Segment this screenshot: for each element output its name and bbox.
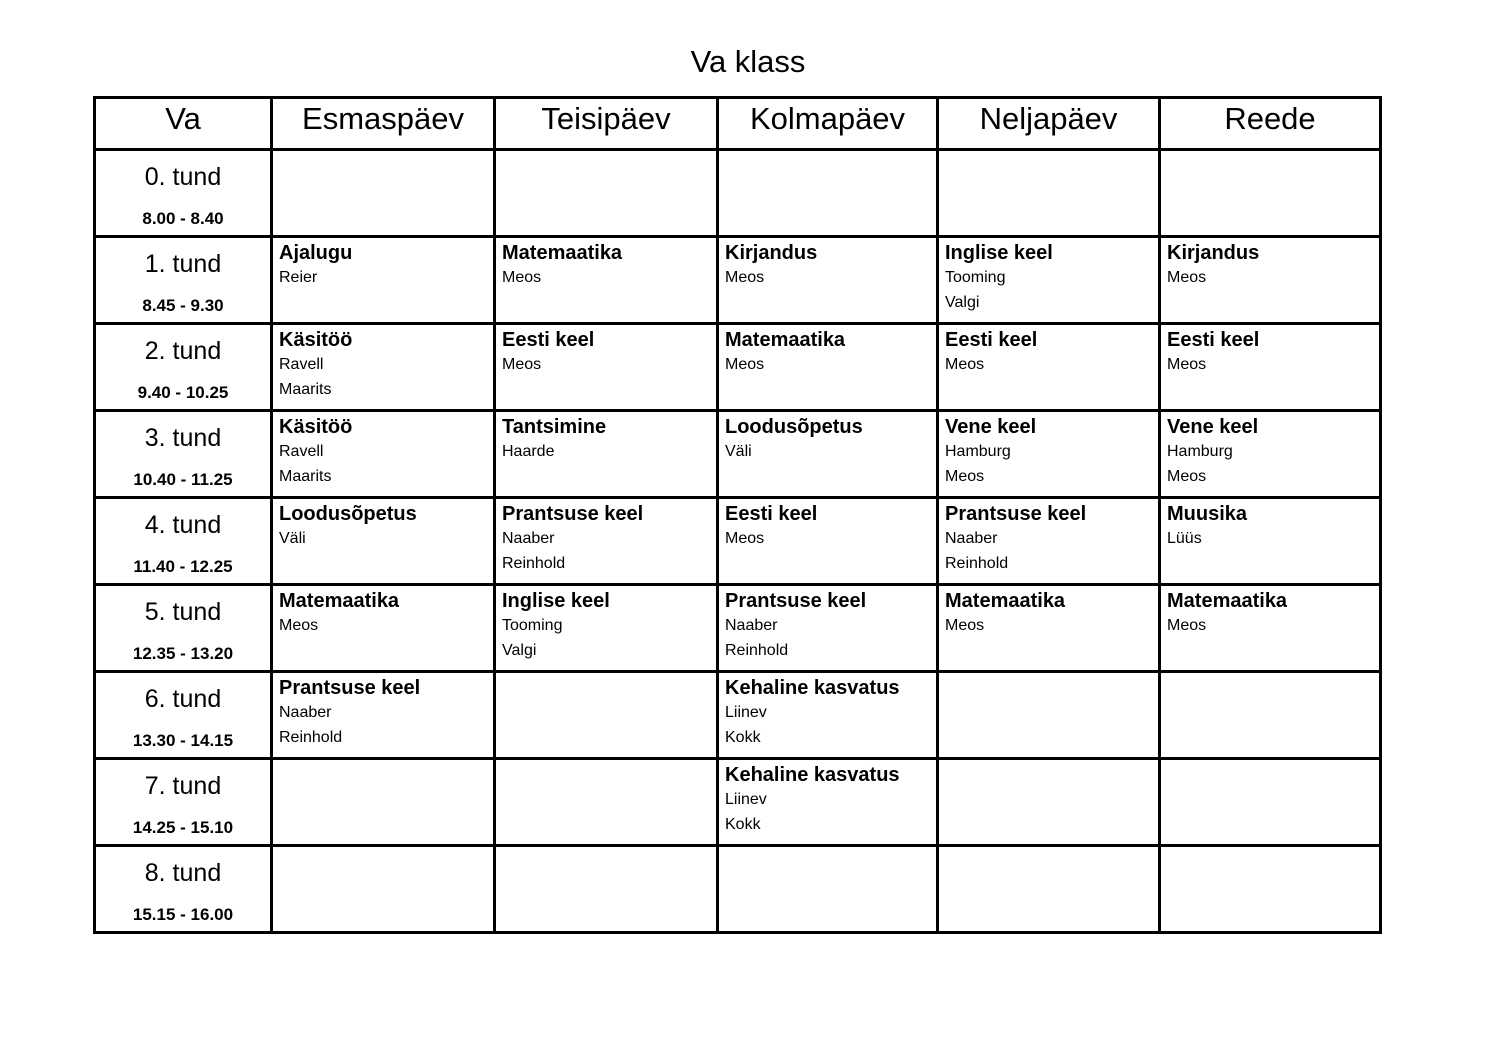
lesson-cell xyxy=(938,324,1160,411)
subject-label: Kehaline kasvatus xyxy=(725,677,900,699)
teacher-label: Meos xyxy=(502,269,542,286)
teacher-label: Meos xyxy=(502,356,542,373)
subject-label: Inglise keel xyxy=(502,590,610,612)
teacher-label: Liinev xyxy=(725,704,767,721)
teacher-label: Maarits xyxy=(279,380,332,398)
teacher-label: Meos xyxy=(1167,617,1207,634)
subject-label: Ajalugu xyxy=(279,242,353,264)
lesson-cell xyxy=(938,411,1160,498)
teacher-label: Ravell xyxy=(279,356,324,373)
subject-label: Käsitöö xyxy=(279,416,353,438)
period-label: 6. tund xyxy=(144,685,222,713)
time-range: 8.45 - 9.30 xyxy=(142,296,224,315)
subject-label: Vene keel xyxy=(1167,416,1259,438)
table-row xyxy=(95,498,1381,585)
header-cell-4: Neljapäev xyxy=(938,98,1160,150)
subject-label: Matemaatika xyxy=(945,590,1066,612)
page-title: Va klass xyxy=(690,44,806,79)
period-cell-inner xyxy=(96,412,270,496)
lesson-cell xyxy=(1160,846,1381,933)
period-cell-inner xyxy=(96,325,270,409)
lesson-cell xyxy=(718,585,938,672)
teacher-label: Meos xyxy=(1167,467,1207,485)
subject-label: Käsitöö xyxy=(279,329,353,351)
time-range: 14.25 - 15.10 xyxy=(132,818,234,837)
lesson-cell xyxy=(718,324,938,411)
subject-label: Prantsuse keel xyxy=(945,503,1087,525)
lesson-cell xyxy=(718,411,938,498)
lesson-cell xyxy=(718,237,938,324)
lesson-cell xyxy=(1160,585,1381,672)
subject-label: Prantsuse keel xyxy=(725,590,867,612)
period-cell-inner xyxy=(96,499,270,583)
period-label: 5. tund xyxy=(144,598,222,626)
subject-label: Kirjandus xyxy=(1167,242,1260,264)
period-label: 2. tund xyxy=(144,337,222,365)
lesson-cell xyxy=(718,672,938,759)
lesson-cell xyxy=(718,150,938,237)
subject-label: Eesti keel xyxy=(1167,329,1260,351)
time-range: 13.30 - 14.15 xyxy=(132,731,234,750)
lesson-cell xyxy=(718,846,938,933)
lesson-cell xyxy=(495,759,718,846)
teacher-label: Reinhold xyxy=(279,728,343,746)
table-row xyxy=(95,237,1381,324)
lesson-cell xyxy=(1160,759,1381,846)
teacher-label: Naaber xyxy=(502,530,555,547)
subject-label: Eesti keel xyxy=(502,329,595,351)
subject-label: Matemaatika xyxy=(1167,590,1288,612)
subject-label: Tantsimine xyxy=(502,416,607,438)
period-cell xyxy=(95,324,272,411)
time-range: 8.00 - 8.40 xyxy=(142,209,224,228)
subject-label: Inglise keel xyxy=(945,242,1053,264)
subject-label: Eesti keel xyxy=(945,329,1038,351)
lesson-cell xyxy=(1160,498,1381,585)
lesson-cell xyxy=(938,150,1160,237)
teacher-label: Väli xyxy=(279,530,306,547)
period-cell-inner xyxy=(96,238,270,322)
teacher-label: Naaber xyxy=(725,617,778,634)
teacher-label: Hamburg xyxy=(1167,443,1233,460)
teacher-label: Naaber xyxy=(279,704,332,721)
period-cell xyxy=(95,150,272,237)
teacher-label: Lüüs xyxy=(1167,530,1202,547)
period-label: 8. tund xyxy=(144,859,222,887)
lesson-cell xyxy=(718,498,938,585)
teacher-label: Meos xyxy=(1167,356,1207,373)
time-range: 9.40 - 10.25 xyxy=(137,383,229,402)
period-cell xyxy=(95,846,272,933)
period-label: 1. tund xyxy=(144,250,222,278)
lesson-cell xyxy=(272,150,495,237)
teacher-label: Meos xyxy=(945,467,985,485)
teacher-label: Meos xyxy=(945,617,985,634)
lesson-cell xyxy=(938,498,1160,585)
teacher-label: Reier xyxy=(279,269,318,286)
lesson-cell xyxy=(272,324,495,411)
subject-label: Kirjandus xyxy=(725,242,818,264)
time-range: 12.35 - 13.20 xyxy=(132,644,234,663)
lesson-cell xyxy=(718,759,938,846)
header-cell-3: Kolmapäev xyxy=(718,98,938,150)
lesson-cell xyxy=(272,411,495,498)
lesson-cell xyxy=(495,150,718,237)
lesson-cell xyxy=(1160,411,1381,498)
lesson-cell xyxy=(1160,672,1381,759)
teacher-label: Naaber xyxy=(945,530,998,547)
subject-label: Vene keel xyxy=(945,416,1037,438)
lesson-cell xyxy=(495,585,718,672)
period-label: 3. tund xyxy=(144,424,222,452)
period-cell xyxy=(95,237,272,324)
subject-label: Prantsuse keel xyxy=(502,503,644,525)
teacher-label: Kokk xyxy=(725,728,761,746)
table-row xyxy=(95,585,1381,672)
lesson-cell xyxy=(938,846,1160,933)
teacher-label: Kokk xyxy=(725,815,761,833)
header-row xyxy=(95,98,1381,150)
lesson-cell xyxy=(495,846,718,933)
time-range: 15.15 - 16.00 xyxy=(132,905,234,924)
table-row xyxy=(95,324,1381,411)
timetable xyxy=(93,96,1382,934)
subject-label: Matemaatika xyxy=(279,590,400,612)
table-row xyxy=(95,411,1381,498)
lesson-cell xyxy=(272,585,495,672)
lesson-cell xyxy=(272,672,495,759)
lesson-cell xyxy=(938,672,1160,759)
subject-label: Prantsuse keel xyxy=(279,677,421,699)
period-label: 4. tund xyxy=(144,511,222,539)
lesson-cell xyxy=(495,237,718,324)
teacher-label: Meos xyxy=(945,356,985,373)
teacher-label: Meos xyxy=(1167,269,1207,286)
period-cell-inner xyxy=(96,586,270,670)
subject-label: Kehaline kasvatus xyxy=(725,764,900,786)
time-range: 10.40 - 11.25 xyxy=(133,470,233,489)
teacher-label: Valgi xyxy=(502,641,537,659)
teacher-label: Maarits xyxy=(279,467,332,485)
lesson-cell xyxy=(495,672,718,759)
period-cell-inner xyxy=(96,151,270,235)
lesson-cell xyxy=(938,585,1160,672)
lesson-cell xyxy=(1160,150,1381,237)
table-row xyxy=(95,759,1381,846)
teacher-label: Meos xyxy=(725,530,765,547)
period-cell-inner xyxy=(96,847,270,931)
lesson-cell xyxy=(495,498,718,585)
table-row xyxy=(95,846,1381,933)
header-cell-2: Teisipäev xyxy=(495,98,718,150)
period-cell xyxy=(95,672,272,759)
header-cell-5: Reede xyxy=(1160,98,1381,150)
subject-label: Matemaatika xyxy=(725,329,846,351)
period-cell xyxy=(95,498,272,585)
teacher-label: Haarde xyxy=(502,443,555,460)
table-row xyxy=(95,672,1381,759)
lesson-cell xyxy=(1160,237,1381,324)
teacher-label: Meos xyxy=(279,617,319,634)
teacher-label: Meos xyxy=(725,356,765,373)
lesson-cell xyxy=(495,411,718,498)
lesson-cell xyxy=(272,846,495,933)
teacher-label: Tooming xyxy=(945,269,1006,286)
teacher-label: Reinhold xyxy=(945,554,1009,572)
teacher-label: Hamburg xyxy=(945,443,1011,460)
header-cell-0: Va xyxy=(95,98,272,150)
period-cell xyxy=(95,759,272,846)
lesson-cell xyxy=(272,237,495,324)
table-row xyxy=(95,150,1381,237)
subject-label: Matemaatika xyxy=(502,242,623,264)
subject-label: Muusika xyxy=(1167,503,1248,525)
subject-label: Loodusõpetus xyxy=(279,503,417,525)
period-cell-inner xyxy=(96,673,270,757)
teacher-label: Valgi xyxy=(945,293,980,311)
teacher-label: Reinhold xyxy=(725,641,789,659)
subject-label: Loodusõpetus xyxy=(725,416,863,438)
lesson-cell xyxy=(272,759,495,846)
header-cell-1: Esmaspäev xyxy=(272,98,495,150)
subject-label: Eesti keel xyxy=(725,503,818,525)
lesson-cell xyxy=(495,324,718,411)
teacher-label: Ravell xyxy=(279,443,324,460)
teacher-label: Tooming xyxy=(502,617,563,634)
teacher-label: Reinhold xyxy=(502,554,566,572)
time-range: 11.40 - 12.25 xyxy=(133,557,233,576)
teacher-label: Meos xyxy=(725,269,765,286)
lesson-cell xyxy=(938,237,1160,324)
period-label: 7. tund xyxy=(144,772,222,800)
period-cell xyxy=(95,411,272,498)
lesson-cell xyxy=(938,759,1160,846)
timetable-body xyxy=(95,150,1381,933)
lesson-cell xyxy=(272,498,495,585)
lesson-cell xyxy=(1160,324,1381,411)
period-label: 0. tund xyxy=(144,163,222,191)
period-cell-inner xyxy=(96,760,270,844)
teacher-label: Liinev xyxy=(725,791,767,808)
teacher-label: Väli xyxy=(725,443,752,460)
period-cell xyxy=(95,585,272,672)
